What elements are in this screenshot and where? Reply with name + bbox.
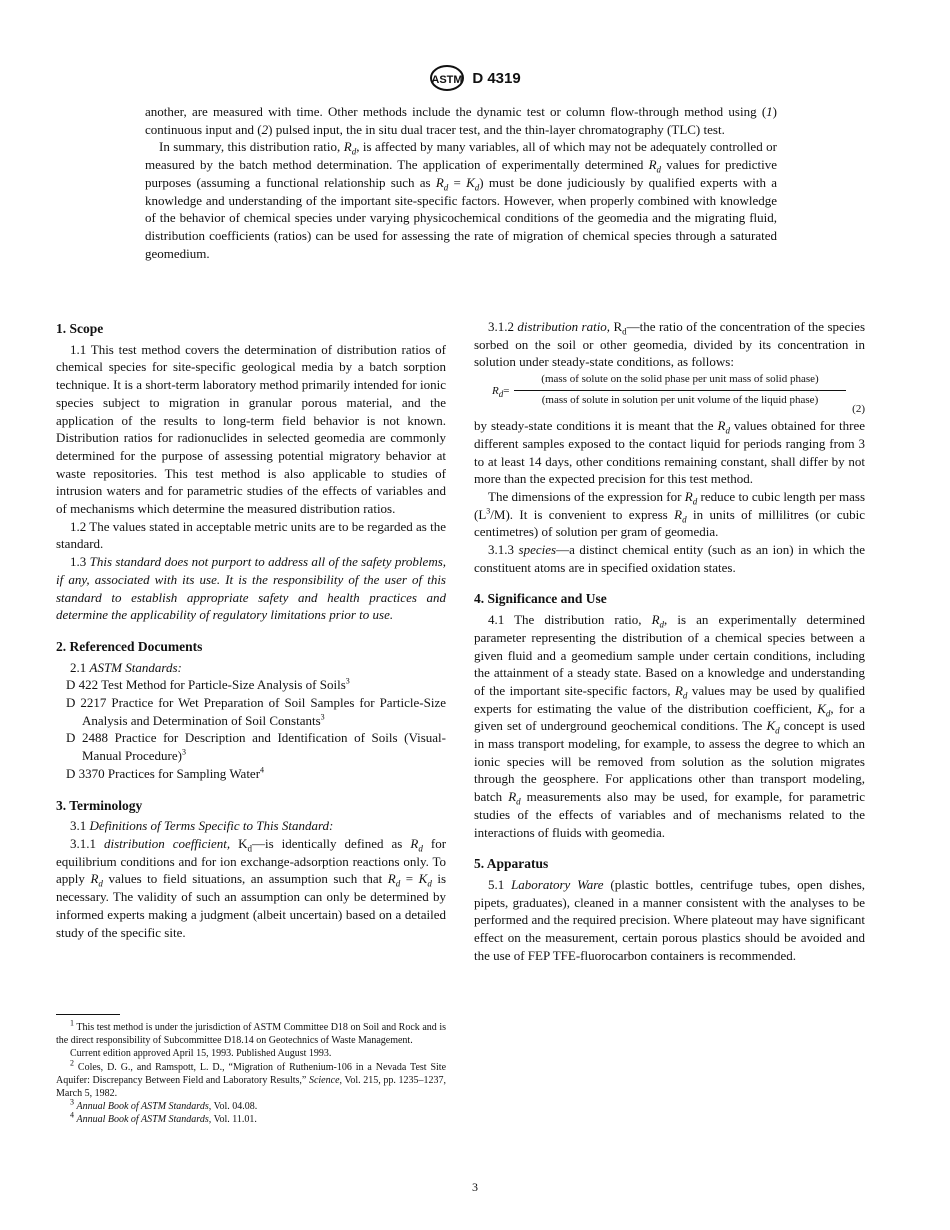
footnote-1: $^1$ This test method is under the jurisdiction of ASTM Committee D18 on Soil and Rock and is the direct responsibility of Subcommittee D18.14 on Geotechnics of Waste Management. — [56, 1018, 446, 1047]
page-header — [0, 64, 950, 92]
section-heading-referenced-documents: 2. Referenced Documents — [56, 638, 203, 654]
equation-denominator: mass of solute in solution per unit volume of the liquid phase — [545, 393, 815, 406]
paragraph-4-1: 4.1 The distribution ratio, $R_d$, is an experimentally determined parameter representing the distribution of a chemical species between a given fluid and a geomedium sample under certain conditions, including the attainment of a steady state. Based on a knowledge and understanding of the important site-specific factors, $R_d$ values may be used by qualified experts for estimating the value of the distribution coefficient, $K_d$, for a given set of underground geochemical conditions. The $K_d$ concept is used in mass transport modeling, for example, to assess the degree to which an ionic species will be removed from solution as the solution migrates through the geosphere. For applications other than transport modeling, batch $R_d$ measurements also may be used, for example, for parametric studies of the effects of variables and of mechanisms related to the interactions of fluids with geomedia. — [474, 612, 866, 840]
equation-number: (2) — [852, 403, 865, 416]
section-heading-significance: 4. Significance and Use — [474, 591, 607, 607]
paragraph-1-3 — [56, 553, 446, 624]
astm-logo-icon — [429, 64, 465, 92]
paragraph-steady-state: by steady-state conditions it is meant that the $R_d$ values obtained for three different samples exposed to the contact liquid for periods ranging from 3 to at least 14 days, other conditions remaining constant, shall differ by not more than the expected precision for this test method. — [474, 418, 866, 487]
footnote-3: $^3$ Annual Book of ASTM Standards, Vol. 04.08. — [70, 1097, 258, 1113]
paragraph-2-1: 2.1 ASTM Standards: — [70, 659, 182, 675]
designation: D 4319 — [472, 69, 521, 87]
safety-statement: This standard does not purport to address all of the safety problems, if any, associated with its use. It is the responsibility of the user of this standard to establish appropriate safety and health practices and determine the applicability of regulatory limitations prior to use. — [56, 554, 447, 623]
paragraph-dimensions: The dimensions of the expression for $R_d$ reduce to cubic length per mass $(L^3/M)$. It is convenient to express $R_d$ in units of millilitres (or cubic centimetres) of solution per gram of geomedia. — [474, 488, 866, 540]
equation-2: $R_d=$ (mass of solute on the solid phase per unit mass of solid phase) (mass of solute in solution per unit volume of the liquid phase) (2) — [474, 371, 865, 417]
paragraph-5-1: 5.1 Laboratory Ware (plastic bottles, centrifuge tubes, open dishes, pipets, graduates), cleaned in a manner consistent with the analyses to be performed and the required precision. Where plateout may have significant effect on the measurement, certain porous plastics should be avoided and the use of FEP TFE-fluorocarbon containers is recommended. — [474, 876, 866, 963]
footnote-rule — [56, 1014, 120, 1015]
paragraph-3-1-1: 3.1.1 distribution coefficient, $K_d—is$ identically defined as $R_d$ for equilibrium conditions and for ion exchange-adsorption reactions only. To apply $R_d$ values to field situations, an assumption such that $R_d = K_d$ is necessary. The validity of such an assumption can only be determined by informed experts making a judgment (albeit uncertain) based on a detailed study of the specific site. — [56, 835, 447, 940]
section-heading-terminology: 3. Terminology — [56, 797, 143, 813]
intro-paragraph-2: In summary, this distribution ratio, $R_d$, is affected by many variables, all of which may not be adequately controlled or measured by the batch method determination. The application of experimentally determined $R_d$ values for predictive purposes (assuming a functional relationship such as $R_d = K_d$) must be done judiciously by qualified experts with a knowledge and understanding of the important site-specific factors. However, when properly combined with knowledge of the behavior of chemical species under varying physicochemical conditions of the geomedia and the migrating fluid, distribution coefficients (ratios) can be used for assessing the rate of migration of chemical species through a saturated geomedium. — [145, 139, 777, 261]
paragraph-number: 1.3 — [70, 554, 87, 570]
paragraph-3-1-3: 3.1.3 species—a distinct chemical entity (such as an ion) in which the constituent atoms are in specified oxidation states. — [474, 542, 866, 575]
page-number: 3 — [472, 1180, 478, 1194]
footnote-1-edition: Current edition approved April 15, 1993. Published August 1993. — [70, 1048, 332, 1060]
intro-paragraph-1: another, are measured with time. Other methods include the dynamic test or column flow-through method using (1) continuous input and (2) pulsed input, the in situ dual tracer test, and the thin-layer chromatography (TLC) test. — [145, 104, 777, 137]
paragraph-3-1-2: 3.1.2 distribution ratio, $R_d—the$ ratio of the concentration of the species sorbed on the soil or other geomedia, divided by its concentration in solution under steady-state conditions, as follows: — [474, 319, 865, 370]
intro-text — [145, 103, 777, 262]
footnotes — [56, 1018, 447, 1127]
reference-item: D 2488 Practice for Description and Identification of Soils (Visual-Manual Procedure)$^3$ — [66, 730, 446, 764]
reference-item: D 2217 Practice for Wet Preparation of Soil Samples for Particle-Size Analysis and Determination of Soil Constants$^3$ — [66, 695, 446, 728]
paragraph-1-1: 1.1 This test method covers the determination of distribution ratios of chemical species for site-specific geological media by a batch sorption technique. It is a short-term laboratory method primarily intended for ionic species subject to migration in granular porous material, and the application of the results to long-term field behavior is not known. Distribution ratios for radionuclides in selected geomedia are commonly determined for the purpose of assessing potential migratory behavior at waste repositories. This test method is also applicable to studies of intrusion waters and for parametric studies of the effects of variables and of mechanisms which determine the measured distribution ratios. — [56, 341, 446, 517]
paragraph-1-2: 1.2 The values stated in acceptable metric units are to be regarded as the standard. — [56, 518, 446, 552]
footnote-2: $^2$ Coles, D. G., and Ramspott, L. D., “Migration of Ruthenium-106 in a Nevada Test Site Aquifer: Discrepancy Between Field and Laboratory Results,” Science, Vol. 215, pp. 1235–1237, March 5, 1982. — [56, 1058, 447, 1100]
section-heading-apparatus: 5. Apparatus — [474, 856, 549, 872]
logo-lettering: ASTM — [431, 74, 463, 86]
footnote-4: $^4$ Annual Book of ASTM Standards, Vol. 11.01. — [70, 1111, 257, 1126]
reference-item: D 422 Test Method for Particle-Size Analysis of Soils$^3$ — [66, 677, 350, 693]
section-heading-scope: 1. Scope — [56, 321, 104, 336]
equation-numerator: mass of solute on the solid phase per unit mass of solid phase — [544, 373, 816, 386]
paragraph-3-1: 3.1 Definitions of Terms Specific to This Standard: — [70, 818, 334, 834]
reference-item: D 3370 Practices for Sampling Water$^4$ — [66, 765, 265, 781]
left-column — [56, 320, 446, 941]
right-column — [474, 318, 865, 965]
